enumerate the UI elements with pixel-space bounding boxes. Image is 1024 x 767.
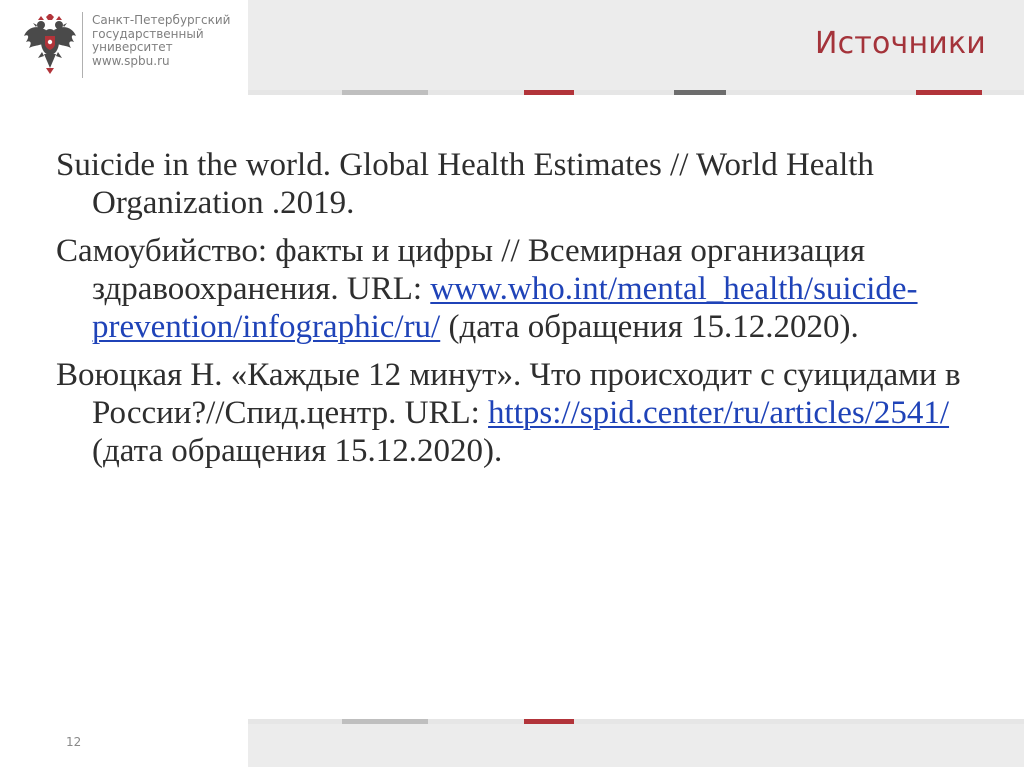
logo-divider bbox=[82, 12, 83, 78]
header-divider-segment bbox=[342, 90, 428, 95]
logo-line: государственный bbox=[92, 26, 204, 41]
university-logo bbox=[12, 10, 242, 80]
reference-text: (дата обращения 15.12.2020). bbox=[440, 309, 859, 345]
reference-text: Suicide in the world. Global Health Estimates // World Health Organization .2019. bbox=[56, 147, 874, 221]
reference-link[interactable]: www.who.int/mental_health/suicide-prevention/infographic/ru/ bbox=[92, 271, 918, 345]
logo-line: Санкт-Петербургский bbox=[92, 13, 231, 27]
header-title-area bbox=[248, 0, 1024, 90]
references-list bbox=[56, 146, 966, 480]
footer-band bbox=[248, 724, 1024, 767]
header-divider-segment bbox=[674, 90, 726, 95]
page-number: 12 bbox=[66, 735, 82, 749]
reference-item bbox=[56, 146, 966, 222]
header-divider-accent bbox=[916, 90, 982, 95]
reference-text: Самоубийство: факты и цифры // Всемирная организация здравоохранения. URL: bbox=[56, 233, 866, 307]
logo-text bbox=[92, 14, 230, 68]
reference-link[interactable]: https://spid.center/ru/articles/2541/ bbox=[488, 395, 950, 431]
header-divider-segment bbox=[574, 90, 674, 95]
header-divider-segment bbox=[726, 90, 916, 95]
header-divider-segment bbox=[982, 90, 1024, 95]
header-divider-accent bbox=[524, 90, 574, 95]
reference-item bbox=[56, 232, 966, 346]
logo-website: www.spbu.ru bbox=[92, 53, 170, 68]
logo-line: университет bbox=[92, 40, 173, 54]
header-divider-segment bbox=[248, 90, 342, 95]
reference-text: (дата обращения 15.12.2020). bbox=[92, 433, 503, 469]
double-headed-eagle-emblem-icon bbox=[22, 14, 78, 76]
reference-item bbox=[56, 356, 966, 470]
reference-text: Воюцкая Н. «Каждые 12 минут». Что происходит с суицидами в России?//Спид.центр. URL: bbox=[56, 357, 961, 431]
header-divider-segment bbox=[428, 90, 524, 95]
page-title: Источники bbox=[814, 26, 986, 61]
